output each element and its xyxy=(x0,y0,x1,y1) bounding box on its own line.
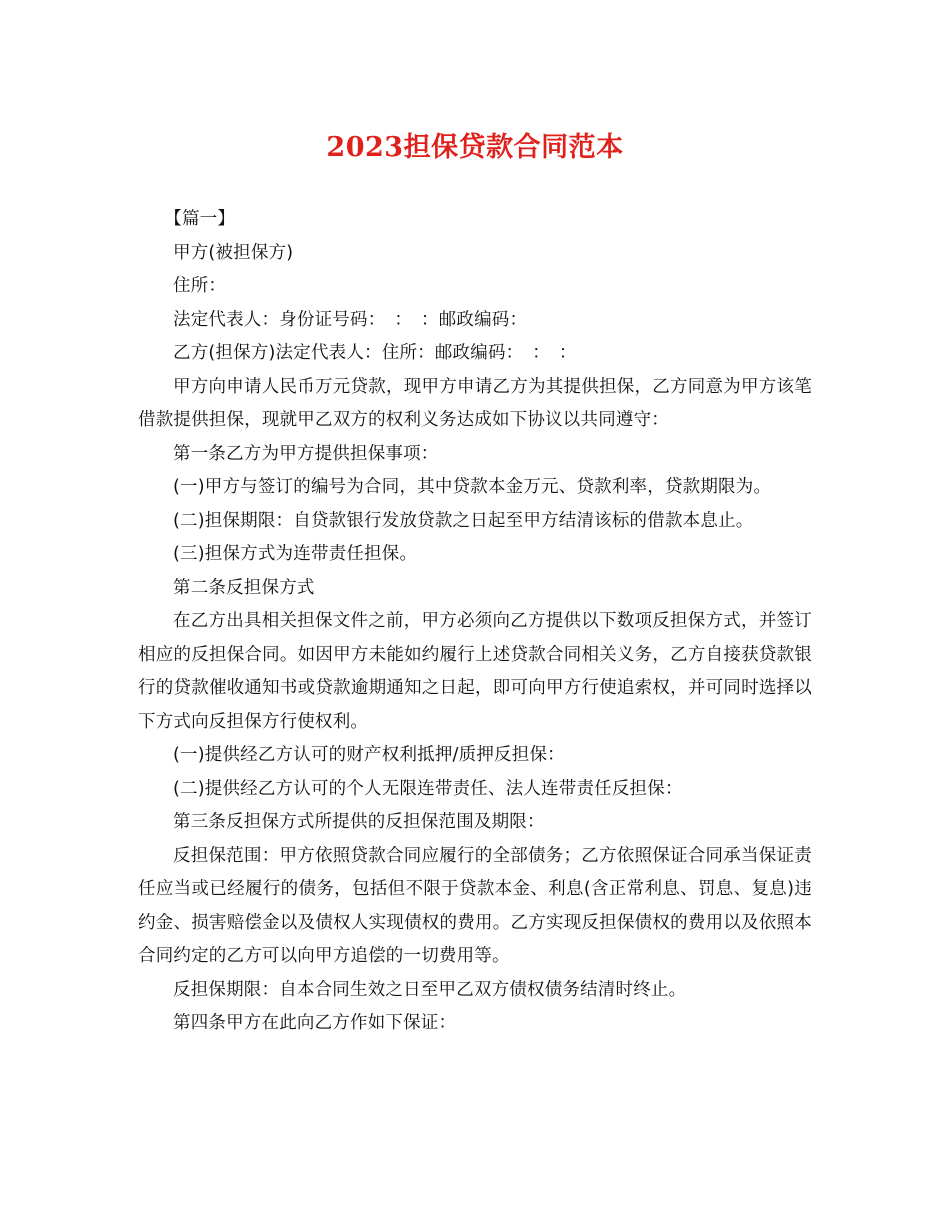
article-1-item-1: (一)甲方与签订的编号为合同，其中贷款本金万元、贷款利率，贷款期限为。 xyxy=(173,477,772,497)
article-1-heading: 第一条乙方为甲方提供担保事项： xyxy=(173,443,439,464)
preamble-paragraph: 甲方向申请人民币万元贷款，现甲方申请乙方为其提供担保，乙方同意为甲方该笔借款提供担保，现就甲乙双方的权利义务达成如下协议以共同遵守： xyxy=(138,376,812,430)
article-3-scope-paragraph: 反担保范围：甲方依照贷款合同应履行的全部债务；乙方依照保证合同承当保证责任应当或已经履行的债务，包括但不限于贷款本金、利息(含正常利息、罚息、复息)违约金、损害赔偿金以及债权人实现债权的费用。乙方实现反担保债权的费用以及依照本合同约定的乙方可以向甲方追偿的一切费用等。 xyxy=(138,845,812,966)
article-3-heading: 第三条反担保方式所提供的反担保范围及期限： xyxy=(173,812,545,832)
article-3-term-paragraph: 反担保期限：自本合同生效之日至甲乙双方债权债务结清时终止。 xyxy=(173,979,687,1000)
document-title: 2023担保贷款合同范本 xyxy=(326,132,624,163)
section-heading: 【篇一】 xyxy=(164,209,236,229)
article-2-heading: 第二条反担保方式 xyxy=(173,577,315,598)
legal-rep-line: 法定代表人：身份证号码： ： ：邮政编码： xyxy=(173,309,528,330)
article-2-paragraph: 在乙方出具相关担保文件之前，甲方必须向乙方提供以下数项反担保方式，并签订相应的反担保合同。如因甲方未能如约履行上述贷款合同相关义务，乙方自接获贷款银行的贷款催收通知书或贷款逾期通知之日起，即可向甲方行使追索权，并可同时选择以下方式向反担保方行使权利。 xyxy=(138,611,812,732)
article-1-item-3: (三)担保方式为连带责任担保。 xyxy=(173,544,418,564)
article-1-item-2: (二)担保期限：自贷款银行发放贷款之日起至甲方结清该标的借款本息止。 xyxy=(173,510,754,531)
party-b-line: 乙方(担保方)法定代表人：住所：邮政编码： ： ： xyxy=(173,343,577,363)
document-body xyxy=(138,203,812,1041)
address-line: 住所： xyxy=(173,276,227,296)
party-a-line: 甲方(被担保方) xyxy=(173,242,294,263)
article-2-item-1: (一)提供经乙方认可的财产权利抵押/质押反担保： xyxy=(173,745,565,765)
article-4-heading: 第四条甲方在此向乙方作如下保证： xyxy=(173,1013,457,1033)
article-2-item-2: (二)提供经乙方认可的个人无限连带责任、法人连带责任反担保： xyxy=(173,778,683,799)
